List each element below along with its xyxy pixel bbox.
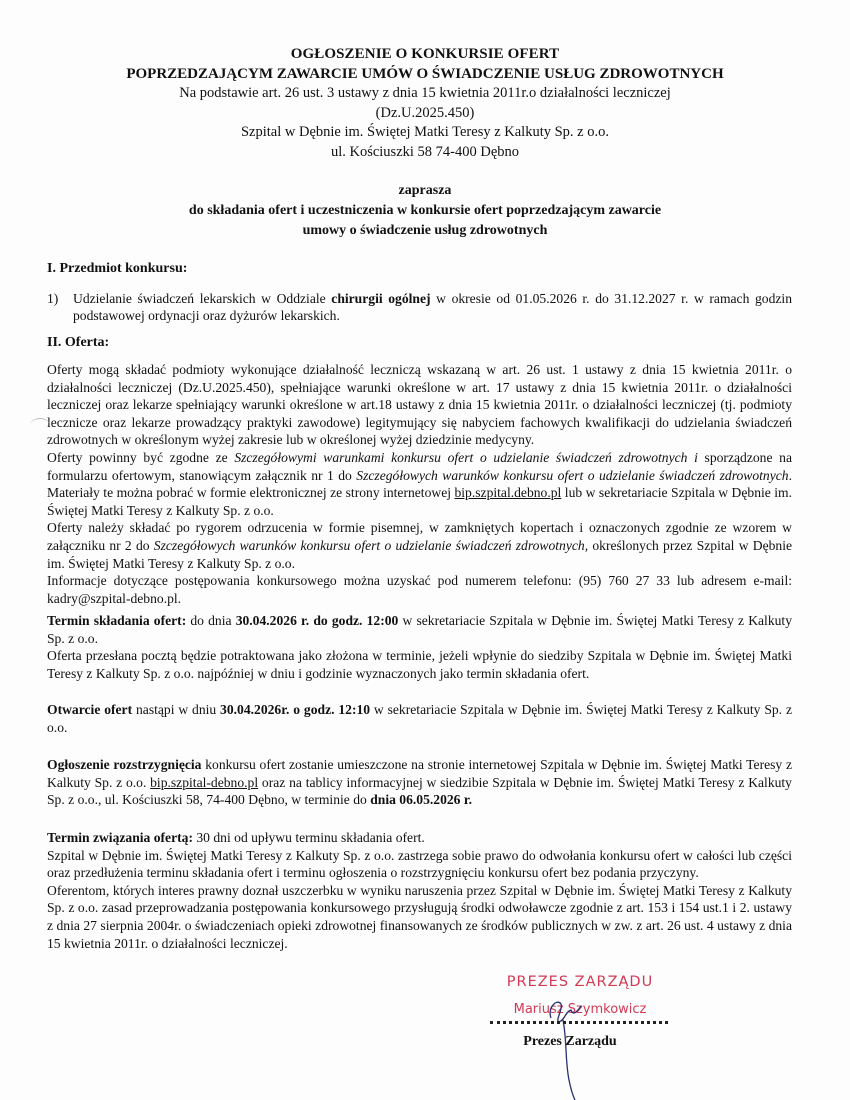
offer-eligibility: Oferty mogą składać podmioty wykonujące działalność leczniczą wskazaną w art. 26 ust. 1 ustawy z dnia 15 kwietnia 2011r. o działalności leczniczej (Dz.U.2025.450), spełniające warunki określone w art. 17 ustawy z dnia 15 kwietnia 2011r. o działalności leczniczej oraz lekarze spełniający warunki określone w art.18 ustawy z dnia 15 kwietnia 2011r. o działalności leczniczej (tj. podmioty lecznicze oraz lekarze prowadzący praktyki zawodowe) legitymujący się nabyciem fachowych kwalifikacji do udzielania świadczeń zdrowotnych w określonym wyżej zakresie lub w określonej wyżej dziedzinie medycyny. [47,362,792,448]
invitation-line-3: umowy o świadczenie usług zdrowotnych [302,223,548,238]
opening-date: 30.04.2026r. o godz. 12:10 [220,702,371,717]
opening-label: Otwarcie ofert [47,702,133,717]
title-line-1: OGŁOSZENIE O KONKURSIE OFERT [290,46,560,62]
appeal-rights: Oferentom, których interes prawny doznał uszczerbku w wyniku naruszenia przez Szpital w Dębnie im. Świętej Matki Teresy z Kalkuty Sp. z o.o. zasad przeprowadzania postępowania konkursowego przysługują środki odwoławcze zgodnie z art. 153 i 154 ust.1 i 2. ustawy z dnia 27 sierpnia 2004r. o świadczeniach opieki zdrowotnej finansowanych ze środków publicznych w zw. z art. 26 ust. 4 ustawy z dnia 15 kwietnia 2011r. o działalności leczniczej. [47,882,792,951]
section-binding: Termin związania ofertą: 30 dni od upływu terminu składania ofert. Szpital w Dębnie im. Świętej Matki Teresy z Kalkuty Sp. z o.o. zastrzega sobie prawo do odwołania konkursu ofert w całości lub części oraz przedłużenia terminu składania ofert i terminu ogłoszenia o rozstrzygnięciu konkursu ofert bez podania przyczyny. Oferentom, których interes prawny doznał uszczerbku w wyniku naruszenia przez Szpital w Dębnie im. Świętej Matki Teresy z Kalkuty Sp. z o.o. zasad przeprowadzania postępowania konkursowego przysługują środki odwoławcze zgodnie z art. 153 i 154 ust.1 i 2. ustawy z dnia 27 sierpnia 2004r. o świadczeniach opieki zdrowotnej finansowanych ze środków publicznych w zw. z art. 26 ust. 4 ustawy z dnia 15 kwietnia 2011r. o działalności leczniczej. [47,830,792,951]
section-deadline: Termin składania ofert: do dnia 30.04.2026 r. do godz. 12:00 w sekretariacie Szpitala w Dębnie im. Świętej Matki Teresy z Kalkuty Sp. z o.o. Oferta przesłana pocztą będzie potraktowana jako złożona w terminie, jeżeli wpłynie do siedziby Szpitala w Dębnie im. Świętej Matki Teresy z Kalkuty Sp. z o.o. najpóźniej w dniu i godzinie wyznaczonych jako termin składania ofert. [47,613,792,681]
journal-reference: (Dz.U.2025.450) [375,104,475,121]
section-resolution: Ogłoszenie rozstrzygnięcia konkursu ofert zostanie umieszczone na stronie internetowej Szpitala w Dębnie im. Świętej Matki Teresy z Kalkuty Sp. z o.o. bip.szpital-debno.pl oraz na tablicy informacyjnej w siedzibie Szpitala w Dębnie im. Świętej Matki Teresy z Kalkuty Sp. z o.o., ul. Kościuszki 58, 74-400 Dębno, w terminie do dnia 06.05.2026 r. [47,757,792,808]
invitation [0,181,850,241]
bip-link[interactable]: bip.szpital.debno.pl [454,485,562,501]
invitation-line-1: zaprasza [398,183,452,198]
cancellation-right: Szpital w Dębnie im. Świętej Matki Teresy z Kalkuty Sp. z o.o. zastrzega sobie prawo do odwołania konkursu ofert w całości lub części oraz przedłużenia terminu składania ofert i terminu ogłoszenia o rozstrzygnięciu konkursu ofert bez podania przyczyny. [47,847,792,881]
stamp-name: Mariusz Szymkowicz [513,1002,647,1017]
signature-line [490,1021,668,1024]
title-line-2: POPRZEDZAJĄCYM ZAWARCIE UMÓW O ŚWIADCZENIE USŁUG ZDROWOTNYCH [126,66,724,82]
document-header [0,44,850,162]
resolution-label: Ogłoszenie rozstrzygnięcia [47,757,202,772]
invitation-line-2: do składania ofert i uczestniczenia w konkursie ofert poprzedzającym zawarcie [188,203,662,218]
section-offer [47,361,792,607]
contact-info: Informacje dotyczące postępowania konkursowego można uzyskać pod numerem telefonu: (95) 760 27 33 lub adresem e-mail: kadry@szpital-debno.pl. [47,573,792,606]
resolution-date: dnia 06.05.2026 r. [370,792,473,808]
list-item [47,290,792,325]
offer-submission: Oferty należy składać po rygorem odrzucenia w formie pisemnej, w zamkniętych kopertach i oznaczonych zgodnie ze wzorem w załączniku nr 2 do Szczegółowych warunków konkursu ofert o udzielanie świadczeń zdrowotnych, określonych przez Szpital w Dębnie im. Świętej Matki Teresy z Kalkuty Sp. z o.o. [47,520,793,571]
deadline-label: Termin składania ofert: [47,613,187,628]
deadline-note: Oferta przesłana pocztą będzie potraktowana jako złożona w terminie, jeżeli wpłynie do siedziby Szpitala w Dębnie im. Świętej Matki Teresy z Kalkuty Sp. z o.o. najpóźniej w dniu i godzinie wyznaczonych jako termin składania ofert. [47,648,792,681]
signer-title: Prezes Zarządu [523,1034,617,1049]
organization-address: ul. Kościuszki 58 74-400 Dębno [330,143,520,160]
section-opening: Otwarcie ofert nastąpi w dniu 30.04.2026r. o godz. 12:10 w sekretariacie Szpitala w Dębnie im. Świętej Matki Teresy z Kalkuty Sp. z o.o. [47,702,792,735]
item-number: 1) [47,290,59,306]
organization-name: Szpital w Dębnie im. Świętej Matki Teresy z Kalkuty Sp. z o.o. [240,124,609,140]
section-title: I. Przedmiot konkursu: [47,261,188,276]
stamp-title: PREZES ZARZĄDU [506,974,654,990]
scan-margin-mark [30,418,50,433]
legal-basis: Na podstawie art. 26 ust. 3 ustawy z dnia 15 kwietnia 2011r.o działalności leczniczej [179,85,671,101]
item-text: Udzielanie świadczeń lekarskich w Oddziale chirurgii ogólnej w okresie od 01.05.2026 r. do 31.12.2027 r. w ramach godzin podstawowej ordynacji oraz dyżurów lekarskich. [73,290,792,324]
binding-label: Termin związania ofertą: [47,830,193,845]
section-title: II. Oferta: [47,334,110,350]
offer-compliance: Oferty powinny być zgodne ze Szczegółowymi warunkami konkursu ofert o udzielanie świadczeń zdrowotnych i sporządzone na formularzu ofertowym, stanowiącym załącznik nr 1 do Szczegółowych warunków konkursu ofert o udzielanie świadczeń zdrowotnych. Materiały te można pobrać w formie elektronicznej ze strony internetowej bip.szpital.debno.pl lub w sekretariacie Szpitala w Dębnie im. Świętej Matki Teresy z Kalkuty Sp. z o.o. [47,449,793,518]
bip-link-2[interactable]: bip.szpital-debno.pl [150,774,259,790]
section-subject [47,260,792,351]
deadline-date: 30.04.2026 r. do godz. 12:00 [235,613,399,628]
